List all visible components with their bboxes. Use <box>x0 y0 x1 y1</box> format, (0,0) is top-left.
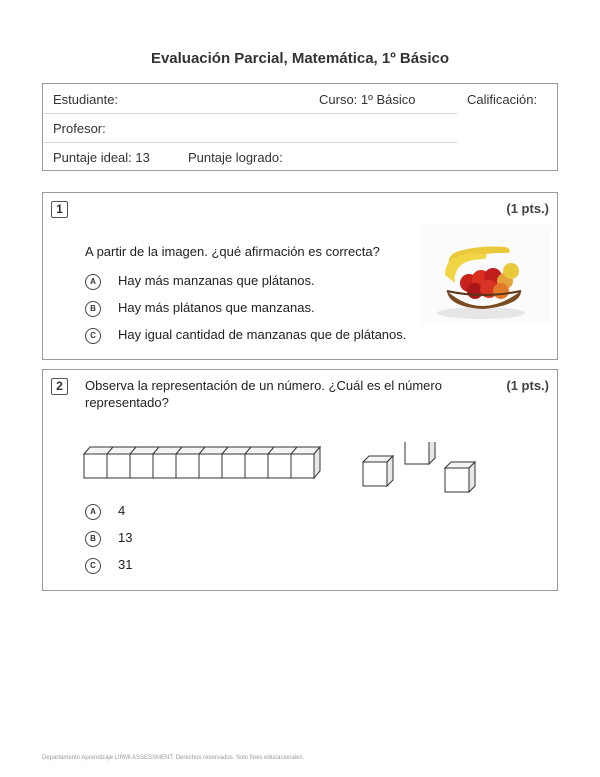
course-label: Curso: 1º Básico <box>319 92 416 107</box>
question-1 <box>42 192 558 360</box>
question-points: (1 pts.) <box>506 378 549 393</box>
grade-label: Calificación: <box>467 92 538 107</box>
option-bubble[interactable]: C <box>85 328 101 344</box>
teacher-label: Profesor: <box>53 121 106 136</box>
ideal-score-label: Puntaje ideal: 13 <box>53 150 150 165</box>
student-info-table <box>42 83 558 171</box>
header-row-student <box>43 84 457 114</box>
question-number: 2 <box>51 378 68 395</box>
question-points: (1 pts.) <box>506 201 549 216</box>
question-number: 1 <box>51 201 68 218</box>
unit-cube <box>405 442 435 464</box>
header-row-teacher <box>43 113 457 143</box>
option-text: Hay igual cantidad de manzanas que de plátanos. <box>118 327 407 342</box>
page-title: Evaluación Parcial, Matemática, 1º Básico <box>150 50 450 67</box>
option-text: 31 <box>118 557 133 572</box>
unit-cube <box>363 456 393 486</box>
option-bubble[interactable]: A <box>85 504 101 520</box>
option-bubble[interactable]: B <box>85 531 101 547</box>
option-bubble[interactable]: A <box>85 274 101 290</box>
option-text: 13 <box>118 530 133 545</box>
student-label: Estudiante: <box>53 92 119 107</box>
option-text: Hay más manzanas que plátanos. <box>118 273 315 288</box>
question-text: A partir de la imagen. ¿qué afirmación es correcta? <box>85 244 380 259</box>
question-2 <box>42 369 558 591</box>
option-text: 4 <box>118 503 126 518</box>
question-text: Observa la representación de un número. ¿Cuál es el número representado? <box>85 378 442 410</box>
base-ten-blocks-figure <box>81 442 531 524</box>
option-bubble[interactable]: C <box>85 558 101 574</box>
option-bubble[interactable]: B <box>85 301 101 317</box>
fruit-bowl-image <box>421 225 551 325</box>
header-row-scores <box>43 142 457 171</box>
ten-rod <box>84 447 320 478</box>
unit-cube <box>445 462 475 492</box>
footer-copyright: Departamento Aprendizaje LIRMI ASSESSMENT. Derechos reservados. Solo fines educacionales. <box>42 755 305 761</box>
option-text: Hay más plátanos que manzanas. <box>118 300 315 315</box>
achieved-score-label: Puntaje logrado: <box>188 150 283 165</box>
